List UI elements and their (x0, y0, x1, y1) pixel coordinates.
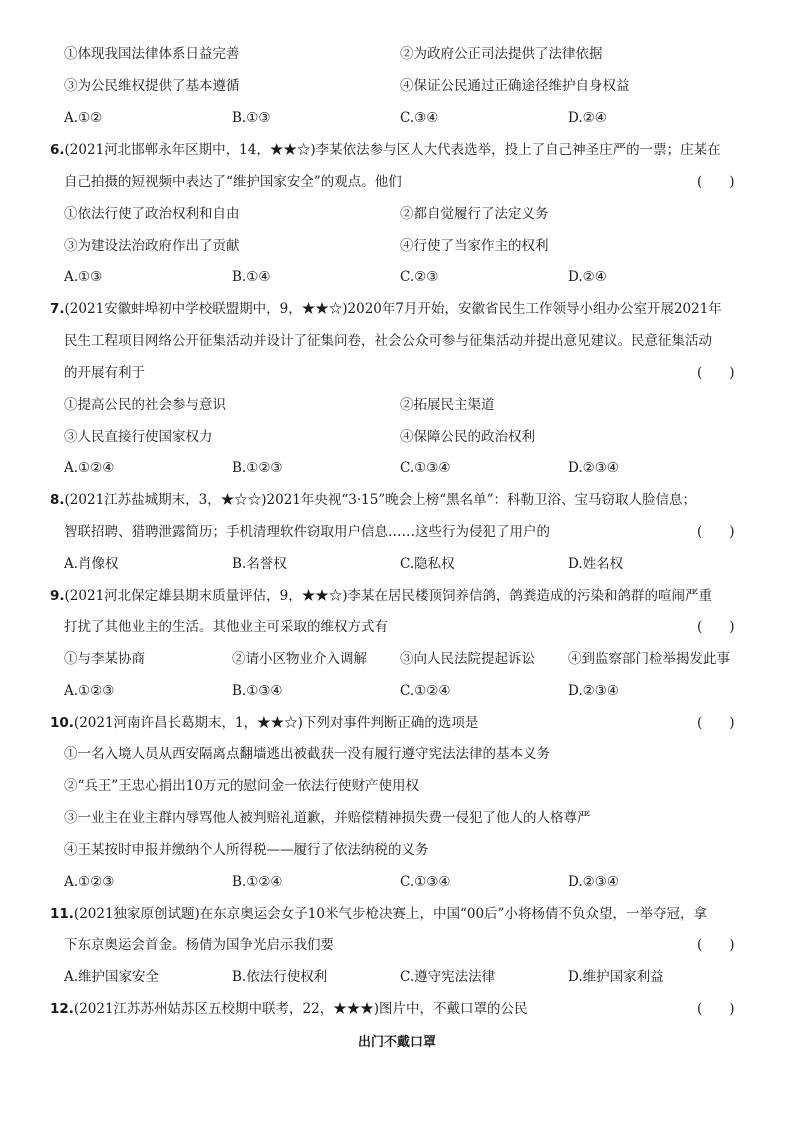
choice-d: D.姓名权 (568, 556, 624, 572)
option-item: ④保障公民的政治权利 (400, 429, 535, 445)
choice-d: D.②③④ (568, 874, 619, 890)
choice-c: C.①②④ (400, 683, 451, 699)
option-item: ③一业主在业主群内辱骂他人被判赔礼道歉，并赔偿精神损失费一侵犯了他人的人格尊严 (64, 810, 591, 826)
figure-caption: 出门不戴口罩 (357, 1035, 436, 1050)
option-item: ②都自觉履行了法定义务 (400, 206, 549, 222)
choice-a: A.维护国家安全 (64, 969, 160, 985)
choice-b: B.名誉权 (232, 556, 287, 572)
question-6-line-1: 6.(2021河北邯郸永年区期中，14，★★☆)李某依法参与区人大代表选举，投上了自己神圣庄严的一票；庄某在 (50, 142, 721, 158)
choice-c: C.遵守宪法法律 (400, 969, 496, 985)
question-number: 11. (50, 906, 74, 922)
choice-d: D.②④ (568, 269, 607, 285)
question-7-line-3: 的开展有利于 (64, 365, 145, 381)
choice-d: D.②③④ (568, 460, 619, 476)
question-number: 9. (50, 588, 65, 604)
answer-blank: ( ) (697, 1001, 735, 1017)
option-item: ④保证公民通过正确途径维护自身权益 (400, 78, 630, 94)
question-number: 10. (50, 715, 74, 731)
option-item: ③人民直接行使国家权力 (64, 429, 213, 445)
option-item: ②拓展民主渠道 (400, 397, 495, 413)
choice-c: C.①③④ (400, 874, 451, 890)
choice-a: A.①③ (64, 269, 103, 285)
choice-d: D.②③④ (568, 683, 619, 699)
choice-d: D.维护国家利益 (568, 969, 664, 985)
question-11-line-2: 下东京奥运会首金。杨倩为国争光启示我们要 (64, 937, 334, 953)
choice-a: A.①②③ (64, 874, 115, 890)
question-9-line-2: 打扰了其他业主的生活。其他业主可采取的维权方式有 (64, 619, 388, 635)
option-item: ①依法行使了政治权利和自由 (64, 206, 240, 222)
option-item: ③为建设法治政府作出了贡献 (64, 238, 240, 254)
choice-b: B.①③ (232, 110, 271, 126)
answer-blank: ( ) (697, 365, 735, 381)
option-item: ②请小区物业介入调解 (232, 651, 367, 667)
option-item: ①一名入境人员从西安隔离点翻墙逃出被截获一没有履行遵守宪法法律的基本义务 (64, 746, 550, 762)
choice-c: C.②③ (400, 269, 439, 285)
question-number: 12. (50, 1001, 74, 1017)
choice-a: A.①②④ (64, 460, 115, 476)
choice-b: B.依法行使权利 (232, 969, 328, 985)
question-9-line-1: 9.(2021河北保定雄县期末质量评估，9，★★☆)李某在居民楼顶饲养信鸽，鸽粪造成的污染和鸽群的喧闹严重 (50, 588, 713, 604)
choice-c: C.①③④ (400, 460, 451, 476)
question-7-line-2: 民生工程项目网络公开征集活动并设计了征集问卷，社会公众可参与征集活动并提出意见建议。民意征集活动 (64, 333, 712, 349)
option-item: ④到监察部门检举揭发此事 (568, 651, 730, 667)
question-8-line-1: 8.(2021江苏盐城期末，3，★☆☆)2021年央视“3·15”晚会上榜“黑名单”：科勒卫浴、宝马窃取人脸信息； (50, 492, 697, 508)
answer-blank: ( ) (697, 619, 735, 635)
answer-blank: ( ) (697, 937, 735, 953)
question-11-line-1: 11.(2021独家原创试题)在东京奥运会女子10米气步枪决赛上，中国“00后”小将杨倩不负众望，一举夺冠，拿 (50, 906, 707, 922)
answer-blank: ( ) (697, 524, 735, 540)
option-item: ②为政府公正司法提供了法律依据 (400, 46, 603, 62)
choice-b: B.①③④ (232, 683, 283, 699)
answer-blank: ( ) (697, 174, 735, 190)
question-10-line-1: 10.(2021河南许昌长葛期末，1，★★☆)下列对事件判断正确的选项是 (50, 715, 479, 731)
question-7-line-1: 7.(2021安徽蚌埠初中学校联盟期中，9，★★☆)2020年7月开始，安徽省民生工作领导小组办公室开展2021年 (50, 301, 722, 317)
option-item: ②“兵王”王忠心捐出10万元的慰问金一依法行使财产使用权 (64, 778, 419, 794)
choice-d: D.②④ (568, 110, 607, 126)
option-item: ①提高公民的社会参与意识 (64, 397, 226, 413)
choice-c: C.隐私权 (400, 556, 455, 572)
choice-a: A.①②③ (64, 683, 115, 699)
answer-blank: ( ) (697, 715, 735, 731)
choice-c: C.③④ (400, 110, 439, 126)
option-item: ①与李某协商 (64, 651, 145, 667)
question-number: 7. (50, 301, 65, 317)
option-item: ④行使了当家作主的权利 (400, 238, 549, 254)
choice-a: A.①② (64, 110, 103, 126)
question-number: 6. (50, 142, 65, 158)
option-item: ③为公民维权提供了基本遵循 (64, 78, 240, 94)
option-item: ④王某按时申报并缴纳个人所得税——履行了依法纳税的义务 (64, 842, 429, 858)
question-number: 8. (50, 492, 65, 508)
choice-b: B.①④ (232, 269, 271, 285)
choice-b: B.①②③ (232, 460, 283, 476)
option-item: ③向人民法院提起诉讼 (400, 651, 535, 667)
choice-a: A.肖像权 (64, 556, 119, 572)
question-6-line-2: 自己拍摄的短视频中表达了“维护国家安全”的观点。他们 (64, 174, 402, 190)
question-12-line-1: 12.(2021江苏苏州姑苏区五校期中联考，22，★★★)图片中，不戴口罩的公民 (50, 1001, 528, 1017)
choice-b: B.①②④ (232, 874, 283, 890)
question-8-line-2: 智联招聘、猎聘泄露简历；手机清理软件窃取用户信息……这些行为侵犯了用户的 (64, 524, 550, 540)
option-item: ①体现我国法律体系日益完善 (64, 46, 240, 62)
